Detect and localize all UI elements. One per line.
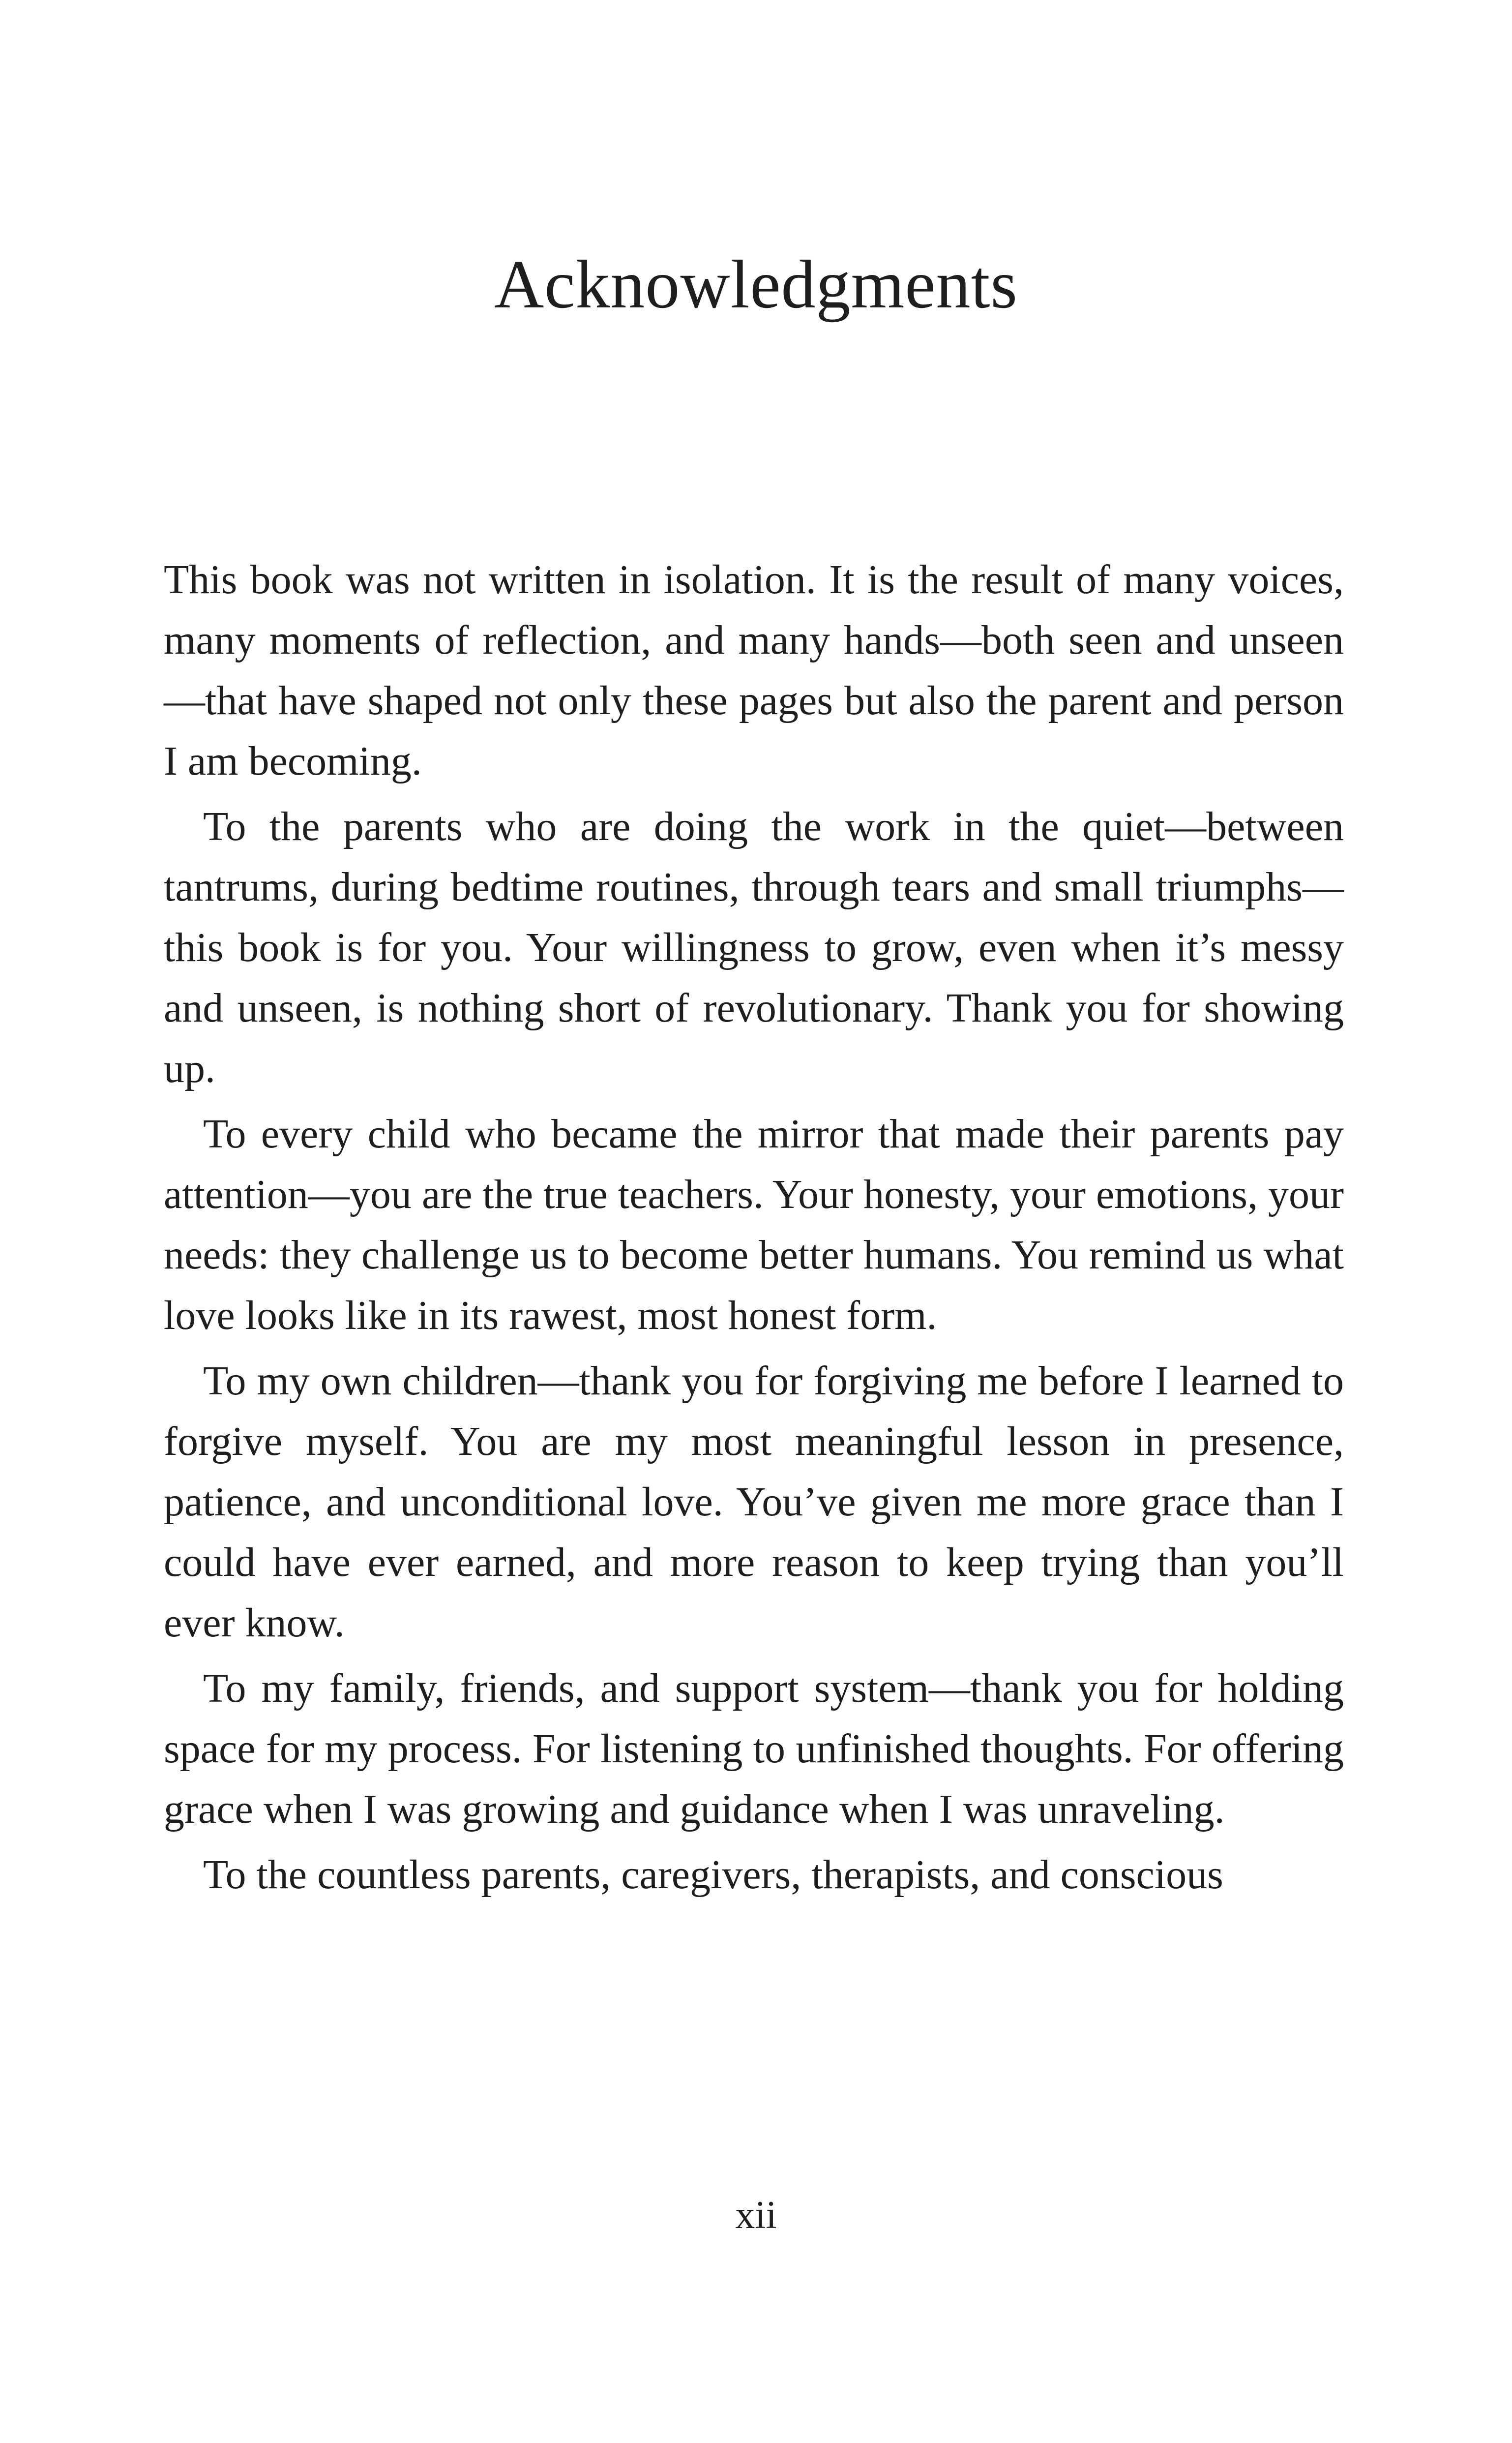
paragraph-3: To every child who became the mirror that made their parents pay attention—you are the true teachers. Your honesty, your emotions, your needs: they challenge us to become better humans. You remind us what love looks like in its rawest, most honest form. <box>164 1111 1344 1338</box>
paragraph-2: To the parents who are doing the work in the quiet—between tantrums, during bedtime routines, through tears and small triumphs—this book is for you. Your willingness to grow, even when it’s messy and unseen, is nothing short of revolutionary. Thank you for showing up. <box>164 804 1344 1091</box>
paragraph-6: To the countless parents, caregivers, therapists, and conscious <box>203 1852 1223 1898</box>
paragraph-1: This book was not written in isolation. It is the result of many voices, many moments of reflection, and many hands—both seen and unseen—that have shaped not only these pages but also the parent and person I am becoming. <box>164 557 1344 784</box>
body-text <box>164 549 1344 1910</box>
paragraph-4: To my own children—thank you for forgiving me before I learned to forgive myself. You are my most meaningful lesson in presence, patience, and unconditional love. You’ve given me more grace than I could have ever earned, and more reason to keep trying than you’ll ever know. <box>164 1358 1344 1646</box>
page-title: Acknowledgments <box>494 246 1018 323</box>
page-number: xii <box>735 2194 777 2237</box>
paragraph-5: To my family, friends, and support system—thank you for holding space for my process. For listening to unfinished thoughts. For offering grace when I was growing and guidance when I was unraveling. <box>164 1665 1344 1832</box>
